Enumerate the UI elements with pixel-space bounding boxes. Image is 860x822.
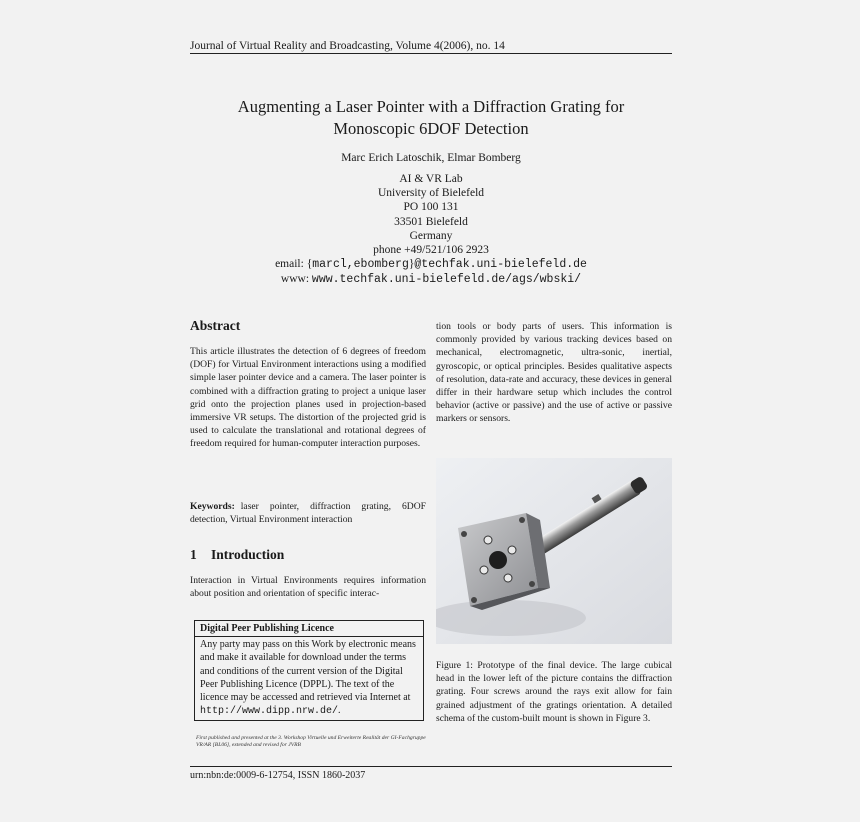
abstract-heading: Abstract	[190, 318, 241, 333]
licence-url-suffix: .	[338, 705, 341, 717]
licence-text: Any party may pass on this Work by electronic means and make it available for download under the terms and conditions of the current version of the Digital Peer Publishing Licence (DPPL). The text of the licence may be accessed and retrieved via Internet at	[200, 639, 416, 704]
www-label: www:	[280, 273, 310, 286]
affiliation-line: University of Bielefeld	[377, 187, 485, 200]
email-label: email:	[275, 258, 304, 271]
affiliation	[190, 172, 672, 288]
www-line	[190, 272, 672, 287]
device-photo	[436, 458, 672, 644]
affiliation-line: 33501 Bielefeld	[394, 215, 468, 228]
email-users[interactable]: marcl,ebomberg	[312, 258, 409, 272]
email-brace-open: {	[306, 258, 313, 271]
licence-body	[195, 637, 423, 720]
abstract-text: This article illustrates the detection of 6 degrees of freedom (DOF) for Virtual Environment interactions using a modified simple laser pointer device and a camera. The laser pointer is combined with a diffraction grating to project a unique laser grid onto the projection planes used in projection-based immersive VR setups. The distortion of the projected grid is used to calculate the translational and rotational degrees of freedom required for human-computer interaction purposes.	[190, 346, 426, 450]
introduction-continued: tion tools or body parts of users. This information is commonly provided by various tracking devices based on mechanical, electromagnetic, ultra-sonic, inertial, gyroscopic, or optical principles. Besides qualitative aspects of resolution, data-rate and accuracy, these devices in general differ in their hardware setup which includes the control behavior (active or passive) and the use of active or passive markers or sensors.	[436, 321, 672, 425]
licence-box	[194, 620, 424, 721]
keywords-text: laser pointer, diffraction grating, 6DOF detection, Virtual Environment interaction	[190, 501, 426, 526]
title-line-1: Augmenting a Laser Pointer with a Diffraction Grating for	[237, 97, 625, 116]
email-brace-close: }	[408, 258, 415, 271]
footnote: First published and presented at the 3. Workshop Virtuelle und Erweiterte Realität der GI-Fachgruppe VR/AR [BL06], extended and revised for JVRB	[196, 735, 426, 748]
authors: Marc Erich Latoschik, Elmar Bomberg	[341, 152, 521, 164]
title-line-2: Monoscopic 6DOF Detection	[333, 119, 529, 138]
paper-title	[190, 96, 672, 140]
header-rule	[190, 53, 672, 54]
section-title: Introduction	[211, 547, 285, 562]
affiliation-line: Germany	[409, 229, 453, 242]
journal-header: Journal of Virtual Reality and Broadcasting, Volume 4(2006), no. 14	[190, 40, 505, 52]
licence-title: Digital Peer Publishing Licence	[195, 621, 423, 637]
www-link[interactable]: www.techfak.uni-bielefeld.de/ags/wbski/	[311, 273, 582, 287]
introduction-heading	[190, 547, 284, 563]
section-number: 1	[190, 547, 197, 562]
affiliation-line: PO 100 131	[403, 201, 459, 214]
figure-caption: Figure 1: Prototype of the final device. The large cubical head in the lower left of the picture contains the diffraction grating. Four screws around the rays exit allow for fain grained adjustment of the gratings orientation. A detailed schema of the custom-built mount is shown in Figure 3.	[436, 660, 672, 724]
laser-pointer-photo	[436, 458, 672, 644]
email-domain[interactable]: @techfak.uni-bielefeld.de	[414, 258, 587, 272]
introduction-text: Interaction in Virtual Environments requires information about position and orientation of specific interac-	[190, 575, 426, 600]
affiliation-line: AI & VR Lab	[399, 173, 463, 185]
affiliation-phone: phone +49/521/106 2923	[373, 244, 489, 257]
email-line	[190, 257, 672, 272]
footer-rule	[190, 766, 672, 767]
footer-urn: urn:nbn:de:0009-6-12754, ISSN 1860-2037	[190, 770, 366, 781]
keywords-label: Keywords:	[190, 501, 235, 512]
licence-url[interactable]: http://www.dipp.nrw.de/	[200, 706, 339, 718]
keywords	[190, 500, 426, 526]
